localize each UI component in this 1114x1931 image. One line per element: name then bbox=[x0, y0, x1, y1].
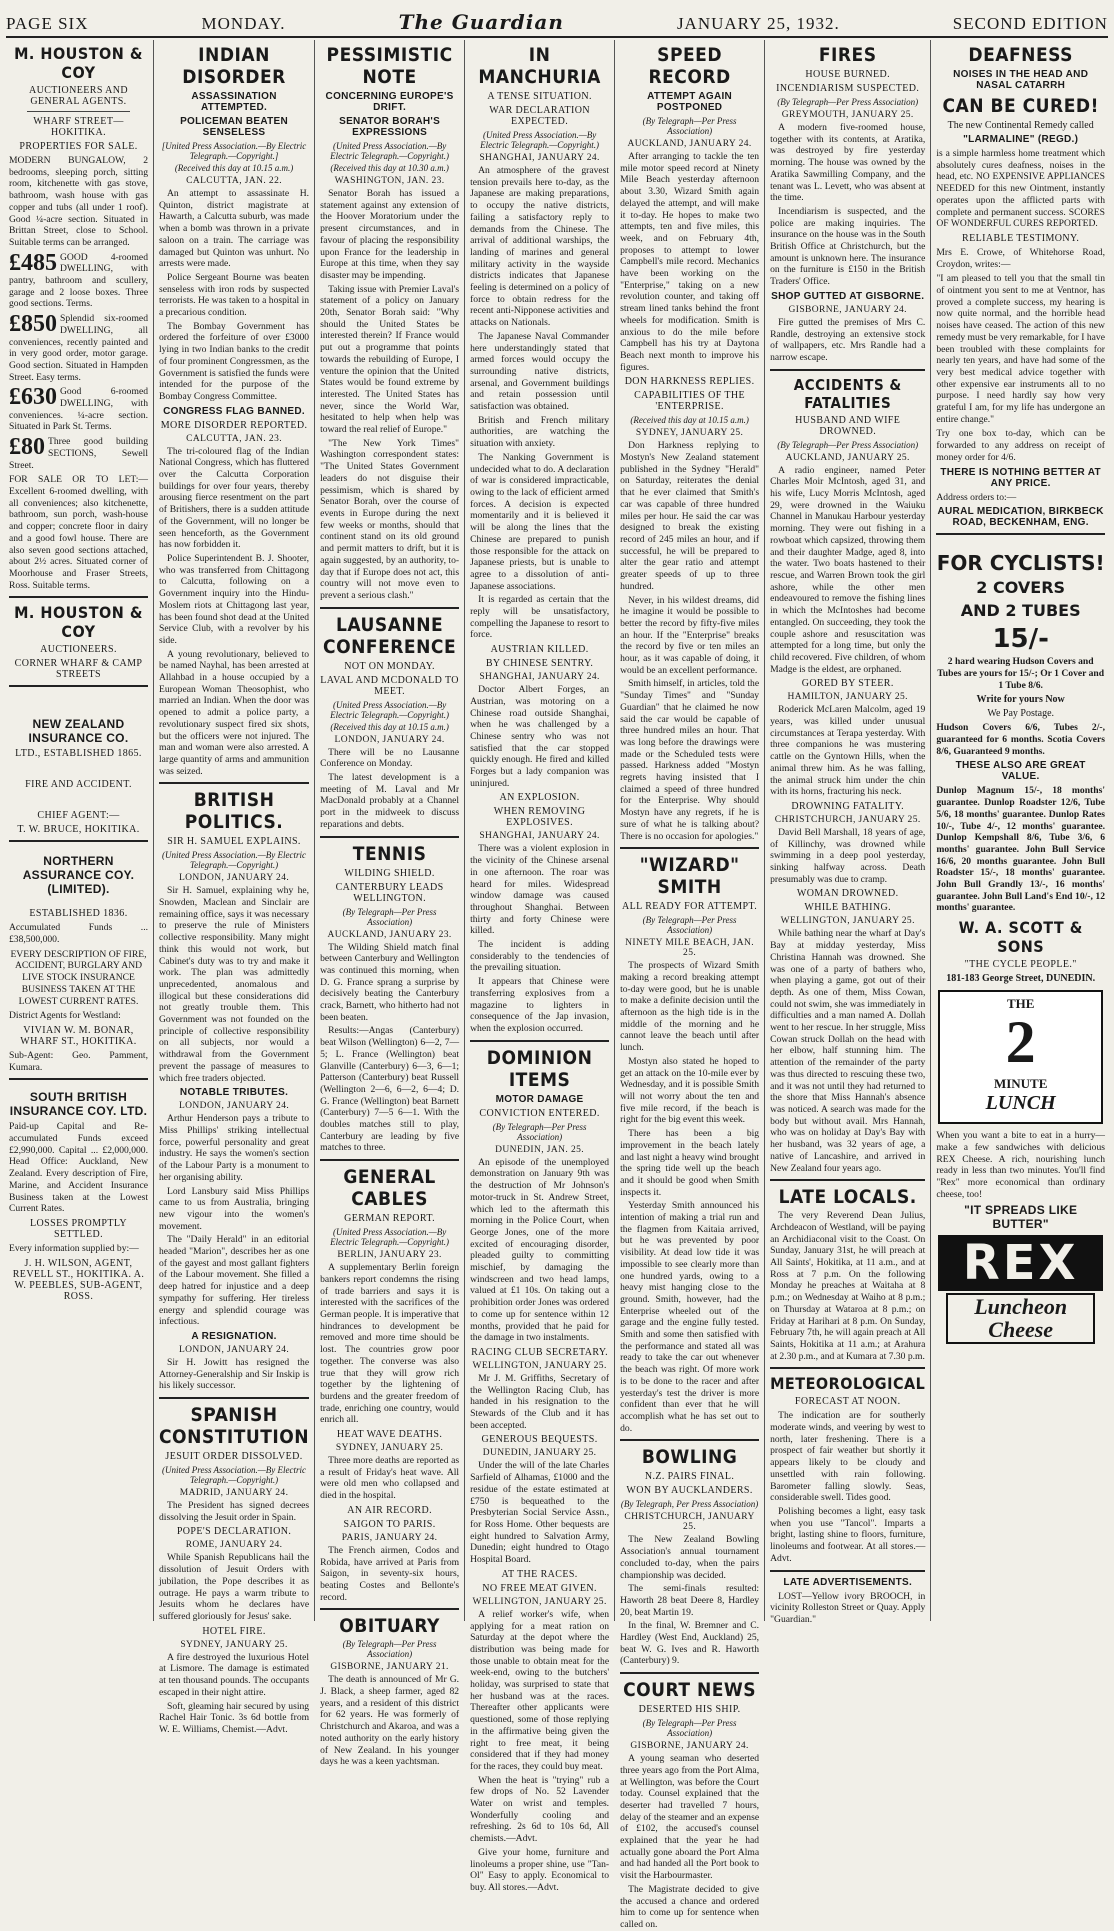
dateline: ROME, JANUARY 24. bbox=[185, 1540, 283, 1551]
byline: (By Telegraph—Per Press Association) bbox=[342, 906, 437, 927]
byline: (By Telegraph, Per Press Association) bbox=[620, 1499, 759, 1510]
paragraph: Don Harkness replying to Mostyn's New Zealand statement published in the Sydney "Herald" on Saturday, reiterates the denial that he ever claimed that Smith's car was capable of three hundred miles per hour. He said the car was designed to break the existing record of 245 miles an hour, and if successful, he will be prepared to alter the gear ratio and attempt greater speeds of up to three hundred. bbox=[620, 440, 760, 592]
paragraph: The prospects of Wizard Smith making a record breaking attempt to-day were good, but he is unable to make a definite decision until the afternoon as the high tide is in the middle of the morning and he cannot leave the beach until after lunch. bbox=[620, 960, 760, 1054]
paragraph: A radio engineer, named Peter Charles Moir McIntosh, aged 31, and his wife, Lucy Morris McIntosh, aged 29, were drowned in the Waiuku Channel in Manukau Harbour yesterday morning. They were out fishing in a rowboat which capsized, throwing them and their daughter Madge, aged 8, into the water. Two boats hastened to their rescue, and Warren Brown took the girl ashore, while the other men endeavoured to remove the fishing lines in which the McIntoshes had become entangled. On succeeding, they took the couple ashore and resuscitation was attempted for a long time, but only the child recovered. Five children, of whom Madge is the eldest, are orphaned. bbox=[770, 464, 926, 675]
byline: (By Telegraph—Per Press Association) bbox=[492, 1121, 587, 1142]
dateline: LONDON, JANUARY 24. bbox=[178, 1344, 290, 1355]
dateline: SHANGHAI, JANUARY 24. bbox=[479, 831, 600, 842]
divider bbox=[27, 111, 130, 112]
ad-agent: T. W. BRUCE, HOKITIKA. bbox=[17, 824, 140, 836]
subheadline: WON BY AUCKLANDERS. bbox=[626, 1485, 753, 1497]
paragraph: Doctor Albert Forges, an Austrian, was motoring on a Chinese road outside Shanghai, when he was challenged by a Chinese sentry who was not satisfied that the car stopped quickly enough. He fired and killed Forges but a lady companion was uninjured. bbox=[470, 684, 610, 789]
subheadline: AT THE RACES. bbox=[501, 1568, 578, 1580]
dateline: SHANGHAI, JANUARY 24. bbox=[479, 672, 600, 683]
ad-subheading: ESTABLISHED 1836. bbox=[29, 908, 128, 920]
masthead bbox=[6, 4, 1108, 38]
paragraph: Police Sergeant Bourne was beaten senseless with iron rods by suspected terrorists. He was taken to a hospital in a precarious condition. bbox=[159, 271, 310, 319]
paragraph: The Japanese Naval Commander here understandingly stated that armed forces would occupy the surrounding native districts, arsenal, and Government buildings and retain possession until satisfaction was obtained. bbox=[470, 330, 610, 413]
ad-address: WHARF STREET—HOKITIKA. bbox=[33, 116, 124, 138]
subheadline: INCENDIARISM SUSPECTED. bbox=[776, 83, 920, 94]
ad-text: Try one box to-day, which can be forwarded to any address on receipt of money order for 4/6. bbox=[936, 428, 1105, 463]
dateline: SYDNEY, JANUARY 25. bbox=[635, 428, 744, 439]
dateline: BERLIN, JANUARY 23. bbox=[337, 1250, 442, 1261]
divider bbox=[320, 1159, 459, 1161]
headline: IN MANCHURIA bbox=[478, 44, 601, 88]
divider bbox=[620, 1439, 759, 1441]
ad-heading: FOR CYCLISTS! bbox=[936, 551, 1105, 576]
byline: (United Press Association.—By Electric Telegraph.—Copyright.) bbox=[162, 1465, 307, 1486]
byline: (United Press Association.—By Electric Telegraph.—Copyright.) bbox=[330, 141, 450, 161]
paragraph: Sir H. Samuel, explaining why he, Snowden, Maclean and Sinclair are remaining office, says it was necessary to preserve the rule of Ministers collective responsibility. Many might think this would not work, but Cabinet's duty was to try and make it work. The plan was admittedly unprecedented, anomalous and illogical but these considerations did not greatly trouble them. This Government was not founded on the principle of collective responsibility on all subjects, nor would a withdrawal from the Government prevent the passage of measures to which free traders objected. bbox=[159, 885, 310, 1084]
dateline: CHRISTCHURCH, JANUARY 25. bbox=[774, 814, 921, 825]
paragraph: While Spanish Republicans hail the dissolution of Jesuit Orders with jubilation, the Pope describes it as outrage. He pays a warm tribute to Jesuits whom he declares have suffered gloriously for Jesus' sake. bbox=[159, 1552, 310, 1622]
ad-subheading: AUCTIONEERS. bbox=[40, 644, 117, 656]
subheadline: POPE'S DECLARATION. bbox=[176, 1526, 292, 1538]
subheadline: ASSASSINATION ATTEMPTED. bbox=[191, 91, 277, 113]
ad-subheading: NOISES IN THE HEAD AND NASAL CATARRH bbox=[953, 69, 1089, 91]
paragraph: A young seaman who deserted three years ago from the Port Alma, at Wellington, was before the Court today. Counsel explained that the deserter had travelled 7 hours, delay of the steamer and an expense of £102, the accused's counsel explained that the year he had actually gone aboard the Port Alma and had handed all the Port book to visit the Harbourmaster. bbox=[620, 1753, 760, 1882]
dateline: NINETY MILE BEACH, JAN. 25. bbox=[625, 938, 755, 959]
paragraph: An episode of the unemployed demonstration on January 9th was the destruction of Mr Johnson's motor-truck in St. Andrew Street, which led to the aftermath this morning in the Police Court, when George Jones, one of the more excited of encouraging disorder, pleaded guilty to committing mischief, by damaging the windscreen and two head lamps, valued at £1 10s. On taking out a prohibition order Jones was ordered to come up for sentence within 12 months, provided that he paid for the damage in two instalments. bbox=[470, 1156, 610, 1344]
divider bbox=[320, 1608, 459, 1610]
paragraph: The President has signed decrees dissolving the Jesuit order in Spain. bbox=[159, 1500, 310, 1523]
paragraph: Taking issue with Premier Laval's statement of a policy on January 20th, Senator Borah said: "Why should the United States be interested therein? If France would put out a programme that points towards the rebuilding of Europe, I venture the opinion that the United States would be found extreme by interested. The United States has never, since the World War, hesitated to help when help was toward the real relief of Europe." bbox=[320, 283, 460, 436]
issue-date: JANUARY 25, 1932. bbox=[676, 14, 840, 33]
subheadline: DROWNING FATALITY. bbox=[791, 800, 905, 812]
paragraph: The tri-coloured flag of the Indian National Congress, which has fluttered over the Calcutta Corporation buildings for over four years, thereby arousing fierce resentment on the part of Britishers, there is a sudden attitude of the Government, will no longer be seen henceforth, as the Government has now forbidden it. bbox=[159, 445, 310, 551]
ad-subheading: "THE CYCLE PEOPLE." bbox=[964, 959, 1077, 971]
paragraph: British and French military authorities, are watching the situation with anxiety. bbox=[470, 414, 610, 450]
byline: (By Telegraph—Per Press Association) bbox=[777, 439, 919, 450]
ad-subheading: THERE IS NOTHING BETTER AT ANY PRICE. bbox=[940, 466, 1101, 489]
ad-text: The new Continental Remedy called bbox=[947, 120, 1094, 131]
column-6 bbox=[765, 40, 931, 1625]
column-5 bbox=[615, 40, 765, 1930]
subheadline: DESERTED HIS SHIP. bbox=[638, 1704, 741, 1716]
headline: BOWLING bbox=[641, 1446, 738, 1469]
ad-listing bbox=[9, 313, 148, 383]
paragraph: Lord Lansbury said Miss Phillips came to us from Australia, bringing new vigour into the women's movement. bbox=[159, 1185, 310, 1232]
paragraph: An atmosphere of the gravest tension prevails here to-day, as the Japanese are making preparations, to occupy the native districts, failing a satisfactory reply to demands from the Chinese. The arrival of additional warships, the landing of marines and general military activity in the wayside districts indicates that Japanese feeling is determined on a policy of force to obtain redress for the recent anti-Nipponese activities and attacks on Nationals. bbox=[470, 165, 610, 329]
ad-subheading: LTD., ESTABLISHED 1865. bbox=[15, 748, 142, 760]
edition: SECOND EDITION bbox=[952, 14, 1108, 33]
ad-text: Write for yours Now bbox=[976, 694, 1065, 706]
ad-number: 2 bbox=[1005, 1009, 1036, 1076]
subheadline: NOTABLE TRIBUTES. bbox=[179, 1087, 289, 1099]
subheadline: GENEROUS BEQUESTS. bbox=[481, 1434, 598, 1446]
subheadline: NO FREE MEAT GIVEN. bbox=[482, 1582, 597, 1594]
dateline: WELLINGTON, JANUARY 25. bbox=[780, 916, 915, 927]
ad-agent: J. H. WILSON, AGENT, REVELL ST., HOKITIKA. A. W. PEEBLES, SUB-AGENT, ROSS. bbox=[12, 1257, 145, 1302]
ad-subheading: CHIEF AGENT:— bbox=[37, 810, 120, 822]
paragraph: The French airmen, Codos and Robida, have arrived at Paris from Saigon, in seventy-six hours, beating Costes and Bellonte's record. bbox=[320, 1544, 460, 1603]
paragraph: In the final, W. Bremner and C. Hardley (West End, Auckland) 25, beat W. G. Ives and R. Haworth (Canterbury) 9. bbox=[620, 1620, 760, 1667]
ad-text: Good 6-roomed DWELLING, with conveniences. ¼-acre section. Situated in Park St. Terms. bbox=[9, 386, 148, 433]
ad-heading: DEAFNESS bbox=[968, 44, 1073, 66]
paragraph: Results:—Angas (Canterbury) beat Wilson (Wellington) 6—2, 7—5; L. France (Wellington) beat Glanville (Canterbury) 6—3, 6—1; Patterson (Canterbury) beat Russell (Wellington 2—6, 6—2, 6—4; D. G. France (Wellington) beat Barnett (Canterbury) 7—5 6—1. With the doubles matches still to play, Canterbury are leading by five matches to three. bbox=[320, 1025, 460, 1154]
ad-heading: SOUTH BRITISH INSURANCE COY. LTD. bbox=[9, 1090, 148, 1119]
ad-text: MODERN BUNGALOW, 2 bedrooms, sleeping porch, sitting room, kitchenette with gas stove, bathroom, wash house with gas copper and tubs (all under 1 roof). Good ¼-acre section. Situated in Brittan Street, close to School. Suitable terms can be arranged. bbox=[9, 155, 148, 248]
price: £80 bbox=[9, 434, 45, 461]
price: £485 bbox=[9, 249, 57, 276]
subheadline: FORECAST AT NOON. bbox=[794, 1396, 901, 1408]
paragraph: Yesterday Smith announced his intention of making a trial run and the flagmen from Kaitaia arrived, but he was prevented by poor visibility. At dead low tide it was impossible to see clearly more than one hundred yards, owing to a heavy mist hanging close to the ground. Smith, however, had the Enterprise wheeled out of the garage and the engine fully tested. Smith and some then satisfied with the performance and stated all was ready to take the car out whenever the beach was right. Of more work is to be done to the racer and after yesterday's test the driver is more confident than ever that he will accomplish what he has set out to do. bbox=[620, 1200, 760, 1434]
ad-heading: NORTHERN ASSURANCE COY. (LIMITED). bbox=[22, 854, 135, 897]
divider bbox=[620, 847, 759, 849]
divider bbox=[320, 607, 459, 609]
subheadline: HOUSE BURNED. bbox=[805, 69, 891, 80]
page-columns bbox=[4, 40, 1110, 1930]
ad-text: Every information supplied by:— bbox=[9, 1242, 139, 1254]
ad-subheading: PROPERTIES FOR SALE. bbox=[19, 141, 138, 152]
dateline: AUCKLAND, JANUARY 24. bbox=[627, 139, 752, 149]
byline: (By Telegraph—Per Press Association) bbox=[777, 97, 919, 107]
ad-heading: AND 2 TUBES bbox=[960, 601, 1081, 621]
advertisement: When the heat is "trying" rub a few drops of No. 52 Lavender Water on wrist and temples. Wonderfully cooling and refreshing. 2s 6d to 10s 6d, All chemists.—Advt. bbox=[470, 1774, 610, 1845]
paragraph: The New Zealand Bowling Association's annual tournament concluded to-day, when the pairs championship was decided. bbox=[620, 1534, 760, 1581]
dateline: WELLINGTON, JANUARY 25. bbox=[472, 1596, 607, 1607]
subheadline: HEAT WAVE DEATHS. bbox=[336, 1429, 443, 1441]
subheadline: HUSBAND AND WIFE DROWNED. bbox=[795, 414, 901, 437]
paragraph: The semi-finals resulted: Haworth 28 beat Deere 8, Hardley 20, beat Martin 19. bbox=[620, 1583, 760, 1618]
subheadline: NOT ON MONDAY. bbox=[344, 660, 435, 672]
divider bbox=[936, 533, 1105, 535]
paragraph: While bathing near the wharf at Day's Bay at midday yesterday, Miss Christina Hannah was drowned. She was one of a party of bathers who, when playing a game, got out of their depth. As one of them, Miss Cowan, could not swim, she was immediately in difficulties and a man named A. Dollah went to her rescue. In her struggle, Miss Cowan struck Dollah on the head with her elbow, half stunning him. The attention of the remainder of the party was thus directed to rescuing these two, and it was not until they had returned to the shore that Miss Hannah's absence was noticed. A search was made for the body but without avail. Mrs Hannah, who was on holiday at Day's Bay with her husband, was 32 years of age, a native of Lancashire, and arrived in New Zealand four years ago. bbox=[770, 928, 926, 1174]
dateline: GISBORNE, JANUARY 24. bbox=[630, 1741, 749, 1752]
subheadline: HOTEL FIRE. bbox=[202, 1625, 266, 1637]
headline: DOMINION ITEMS bbox=[486, 1046, 593, 1091]
paragraph: The incident is adding considerably to the tendencies of the prevailing situation. bbox=[470, 939, 610, 974]
subheadline: WILDING SHIELD. bbox=[344, 867, 435, 879]
dateline: LONDON, JANUARY 24. bbox=[334, 734, 445, 745]
ad-heading: NEW ZEALAND INSURANCE CO. bbox=[28, 717, 129, 746]
divider bbox=[770, 369, 925, 371]
byline: (By Telegraph—Per Press Association) bbox=[642, 1718, 737, 1739]
ad-text: Splendid six-roomed DWELLING, all conveniences, recently painted and in very good order, motor garage. Good section. Situated in Hampden Street. Easy terms. bbox=[9, 313, 148, 383]
column-7 bbox=[931, 40, 1110, 1621]
paragraph: The death is announced of Mr G. J. Black, a sheep farmer, aged 82 years, and a resident of this district for 62 years. He was formerly of Christchurch and Akaroa, and was a noted authority on the early history of New Zealand. In his younger days he was a keen yachtsman. bbox=[320, 1674, 460, 1768]
paragraph: It is regarded as certain that the reply will be unsatisfactory, compelling the Japanese to resort to force. bbox=[470, 594, 610, 641]
luncheon-cheese-logo: Luncheon Cheese bbox=[946, 1293, 1095, 1343]
subheadline: CONCERNING EUROPE'S DRIFT. bbox=[325, 91, 454, 113]
ad-text: Mrs E. Crowe, of Whitehorse Road, Croydon, writes:— bbox=[936, 246, 1105, 270]
received-note: (Received this day at 10.15 a.m.) bbox=[630, 415, 749, 426]
paragraph: Three more deaths are reported as a result of Friday's heat wave. All were old men who collapsed and died in the hospital. bbox=[320, 1455, 460, 1502]
subheadline: MOTOR DAMAGE bbox=[495, 1093, 584, 1105]
byline: (United Press Association.—By Electric Telegraph.—Copyright.) bbox=[330, 699, 450, 720]
divider bbox=[159, 1397, 309, 1399]
paragraph: It appears that Chinese were transferring explosives from a magazine to lighters in consequence of the Jap invasion, when the explosion occurred. bbox=[470, 976, 610, 1034]
paragraph: The Bombay Government has ordered the forfeiture of over £3000 lying in two Indian banks to the credit of four prominent Congressmen, as the Government is satisfied the funds were intended for the purpose of the Bombay Congress Committee. bbox=[159, 320, 310, 402]
paragraph: The latest development is a meeting of M. Laval and Mr MacDonald probably at a Channel port in the midweek to discuss reparations and debts. bbox=[320, 772, 460, 830]
paragraph: Fire gutted the premises of Mrs C. Randle, destroying an extensive stock of wallpapers, etc. Mrs Randle had a narrow escape. bbox=[770, 316, 926, 363]
subheadline: CANTERBURY LEADS WELLINGTON. bbox=[335, 881, 444, 904]
paragraph: Sir H. Jowitt has resigned the Attorney-Generalship and Sir Inskip is his likely successor. bbox=[159, 1356, 310, 1392]
paragraph: There has been a big improvement in the beach lately and last night a heavy wind brought the spring tide well up the beach and it should be good when Smith inspects it. bbox=[620, 1128, 760, 1198]
ad-address: 181-183 George Street, DUNEDIN. bbox=[946, 973, 1096, 985]
paragraph: Under the will of the late Charles Sarfield of Alhamas, £1000 and the residue of the estate estimated at £750 is bequeathed to the Presbyterian Social Service Assn., for Ross Home. Other bequests are eight hundred to Salvation Army, Dunedin; eight hundred to Otago Hospital Board. bbox=[470, 1460, 610, 1566]
ad-text: Dunlop Magnum 15/-, 18 months' guarantee. Dunlop Roadster 12/6, Tube 5/6, 18 months' guarantee. Dunlop Rates 10/-, Tube 4/-, 12 months' guarantee. Dunlop Kempshall 8/6, Tube 3/6, 6 months' guarantee. John Bull Service 16/6, 20 months guarantee. John Bull Roadster 15/-, 18 months' guarantee. John Bull Grandly 13/-, 16 months' guarantee. John Bull Land's End 10/-, 12 months' guarantee. bbox=[936, 785, 1105, 914]
paragraph: An attempt to assassinate H. Quinton, district magistrate at Hawarth, a Calcutta suburb, was made when a bomb was thrown in a private saloon on a train. The carriage was damaged but Quinton was unhurt. No arrests were made. bbox=[159, 188, 310, 270]
ad-text: Sub-Agent: Geo. Pamment, Kumara. bbox=[9, 1049, 148, 1073]
paragraph: The Wilding Shield match final between Canterbury and Wellington was continued this morning, when D. G. France sprang a surprise by decisively beating the Canterbury crack, Barnett, who hitherto had not been beaten. bbox=[320, 941, 460, 1023]
ad-address: AURAL MEDICATION, BIRKBECK ROAD, BECKENHAM, ENG. bbox=[937, 506, 1104, 529]
ad-testimonial: "I am pleased to tell you that the small tin of ointment you sent to me at Ventnor, has proved a complete success, my hearing is now quite normal, and the horrible head noises have ceased. The action of this new remedy must be very remarkable, for I have been troubled with these complaints for nearly ten years, and have had some of the very best medical advice together with other expensive ear instruments all to no purpose. I need hardly say how very grateful I am, for my life has undergone an entire change." bbox=[936, 273, 1105, 425]
ad-text: We Pay Postage. bbox=[987, 708, 1055, 720]
byline: (United Press Association.—By Electric Telegraph.—Copyright.) bbox=[480, 130, 600, 150]
headline: LAUSANNE CONFERENCE bbox=[323, 613, 457, 658]
ad-text: THE bbox=[1006, 996, 1035, 1012]
paragraph: After arranging to tackle the ten mile motor speed record at Ninety Mile Beach yesterday afternoon about 3.30, Wizard Smith again delayed the attempt, and will make it to-day. He hopes to make two attempts, ten and five miles, this week, and on February 4th, proposes to attempt to lower Campbell's mile record. Mechanics have been working on the "Enterprise," taking on a new revolution counter, and taking off stream lined tanks behind the front wheels for modification. Smith is anxious to do the mile before Campbell has his try at Daytona Beach next month to improve his figures. bbox=[620, 151, 760, 373]
paragraph: Roderick McLaren Malcolm, aged 19 years, was killed under unusual circumstances at Terapa yesterday. With three companions he was mustering cattle on the Gyntown Hills, when the animal threw him. As he was falling, the animal struck him under the chin with its horns, fracturing his neck. bbox=[770, 704, 926, 798]
subheadline: ALL READY FOR ATTEMPT. bbox=[622, 901, 758, 913]
ad-text: MINUTE bbox=[993, 1076, 1048, 1092]
paragraph: Smith himself, in articles, told the "Sunday Times" and "Sunday Guardian" that he claimed he now said the car would be capable of three hundred miles an hour. That was long before the drawings were made or the Scheduled tests were passed. Harkness added "Mostyn regrets having insisted that I claimed a speed of three hundred for the Enterprise. Why should Mostyn have any regrets, if he is sure of what he is talking about? There is no occasion for apologies." bbox=[620, 678, 760, 842]
ad-agent: VIVIAN W. M. BONAR, WHARF ST., HOKITIKA. bbox=[20, 1024, 137, 1047]
subheadline: N.Z. PAIRS FINAL. bbox=[644, 1471, 735, 1483]
subheadline: A TENSE SITUATION. bbox=[487, 91, 592, 102]
ad-product-name: "LARMALINE" (REGD.) bbox=[963, 134, 1079, 145]
paragraph: Never, in his wildest dreams, did he imagine it would be possible to better the record by fifty-five miles an hour. If the "Enterprise" breaks the record by five or ten miles an hour, as it was capable of doing, it would be an excellent performance. bbox=[620, 594, 760, 676]
newspaper-title: The Guardian bbox=[398, 10, 564, 34]
subheadline: MORE DISORDER REPORTED. bbox=[160, 419, 308, 431]
dateline: HAMILTON, JANUARY 25. bbox=[787, 692, 908, 703]
subheadline: JESUIT ORDER DISSOLVED. bbox=[165, 1451, 303, 1463]
column-4 bbox=[465, 40, 615, 1893]
subheadline: WHEN REMOVING EXPLOSIVES. bbox=[493, 806, 586, 829]
dateline: CALCUTTA, JAN. 23. bbox=[186, 433, 282, 444]
column-1 bbox=[4, 40, 154, 1621]
subheadline: GERMAN REPORT. bbox=[344, 1213, 436, 1225]
subheadline: RACING CLUB SECRETARY. bbox=[471, 1346, 609, 1358]
dateline: LONDON, JANUARY 24. bbox=[178, 873, 290, 884]
dateline: LONDON, JANUARY 24. bbox=[178, 1101, 290, 1112]
classified-ad: LOST—Yellow ivory BROOCH, in vicinity Rolleston Street or Quay. Apply "Guardian." bbox=[770, 1590, 926, 1625]
subheadline: ATTEMPT AGAIN POSTPONED bbox=[647, 91, 733, 113]
subheadline: WHILE BATHING. bbox=[804, 902, 892, 914]
subheadline: SAIGON TO PARIS. bbox=[343, 1518, 436, 1530]
headline: SPEED RECORD bbox=[648, 44, 731, 88]
ad-text: is a simple harmless home treatment which absolutely cures deafness, noises in the head, etc. NO EXPENSIVE APPLIANCES NEEDED for this new Ointment, instantly operates upon the afflicted parts with complete and permanent success. SCORES OF WONDERFUL CURES REPORTED. bbox=[936, 148, 1105, 230]
divider bbox=[470, 1040, 609, 1042]
divider bbox=[9, 1078, 148, 1080]
subheadline: SENATOR BORAH'S EXPRESSIONS bbox=[339, 116, 441, 138]
day: MONDAY. bbox=[201, 14, 286, 33]
ad-text: FOR SALE OR TO LET:—Excellent 6-roomed dwelling, with all conveniences; also kitchenette, bathroom, sun porch, wash-house and copper; concrete floor in dairy and a good fowl house. There are also seven good sections attached, about 2½ acres. Situated corner of Moorhouse and Fraser Streets, Ross. Suitable terms. bbox=[9, 474, 148, 591]
dateline: WELLINGTON, JANUARY 25. bbox=[472, 1360, 607, 1371]
headline: OBITUARY bbox=[339, 1615, 440, 1638]
headline: METEOROLOGICAL bbox=[770, 1374, 926, 1394]
headline: TENNIS bbox=[352, 842, 427, 865]
paragraph: The indication are for southerly moderate winds, and veering by west to north, later freshening. There is a prospect of fair weather but shortly it appears likely to be cloudy and unsettled with rain following. Barometer falling slowly. Seas, considerable swell. Tides good. bbox=[770, 1410, 926, 1504]
ad-heading: M. HOUSTON & COY bbox=[14, 603, 143, 642]
paragraph: A supplementary Berlin foreign bankers report condemns the rising of trade barriers and says it is interested with the sacrifices of the German people. It is imperative that hindrances to development be removed and more time should be lost. The countries grow poor together. The converse was also true that they will grow rich together by the lightening of burdens and the greater freedom of trade, enriching one country, would enrich all. bbox=[320, 1262, 460, 1426]
paragraph: David Bell Marshall, 18 years of age, of Killinchy, was drowned while swimming in a deep pool yesterday, sinking halfway across. Death presumably was due to cramp. bbox=[770, 826, 926, 885]
subheadline: POLICEMAN BEATEN SENSELESS bbox=[180, 116, 289, 138]
price: £850 bbox=[9, 311, 57, 338]
paragraph: The Nanking Government is undecided what to do. A declaration of war is considered impracticable, owing to the lack of efficient armed forces. A decision is expected momentarily and it is believed it will be along the lines that the Chinese are prepared to punish those responsible for the attack on Japanese priests, but is unable to agree to a dissolution of anti-Japanese associations. bbox=[470, 451, 610, 592]
subheadline: LATE ADVERTISEMENTS. bbox=[783, 1576, 913, 1588]
byline: (By Telegraph—Per Press Association) bbox=[342, 1639, 437, 1660]
subheadline: LAVAL AND MCDONALD TO MEET. bbox=[320, 674, 459, 697]
subheadline: WOMAN DROWNED. bbox=[796, 888, 899, 900]
byline: (By Telegraph—Per Press Association) bbox=[642, 915, 737, 936]
headline: BRITISH POLITICS. bbox=[184, 789, 284, 834]
paragraph: A relief worker's wife, when applying for a meat ration on Saturday at the depot where the distribution was being made for those unable to obtain meat for the week-end, owing to the butchers' holiday, was surprised to state that her husband was at the races. Thereafter other applicants were questioned, some of those replying in the affirmative being given the right to free meat, it being considered that if they had money for the races, they could buy meat. bbox=[470, 1608, 610, 1772]
paragraph: A young revolutionary, believed to be named Nayhal, has been arrested at Allahbad in a house occupied by a European Woman Theosophist, who married an Indian. When the door was opened to admit a police party, a revolutionary suspect fired six shots, but the officers were not injured. The man and woman were also arrested. A large quantity of arms and ammunition was seized. bbox=[159, 648, 310, 777]
ad-subheading: RELIABLE TESTIMONY. bbox=[962, 232, 1080, 244]
received-note: (Received this day at 10.15 a.m.) bbox=[330, 721, 449, 732]
divider bbox=[9, 840, 148, 842]
paragraph: There was a violent explosion in the vicinity of the Chinese arsenal in one afternoon. The roar was heard for miles. Widespread window damage was caused throughout Shanghai. Between thirty and forty Chinese were killed. bbox=[470, 843, 610, 937]
paragraph: Mostyn also stated he hoped to get an attack on the 10-mile ever by Wednesday, and it is possible Smith will not worry about the ten and five mile record, if the beach is right for the big event this week. bbox=[620, 1055, 760, 1126]
headline: FIRES bbox=[818, 44, 877, 66]
headline: COURT NEWS bbox=[623, 1679, 757, 1702]
ad-text: LUNCH bbox=[985, 1092, 1056, 1115]
dateline: PARIS, JANUARY 24. bbox=[341, 1532, 438, 1543]
dateline: WASHINGTON, JAN. 23. bbox=[334, 176, 445, 186]
ad-text: Three good building SECTIONS, Sewell Street. bbox=[9, 436, 148, 471]
subheadline: CONVICTION ENTERED. bbox=[479, 1107, 600, 1119]
dateline: DUNEDIN, JAN. 25. bbox=[495, 1144, 585, 1155]
dateline: SHANGHAI, JANUARY 24. bbox=[479, 153, 600, 163]
subheadline: AN EXPLOSION. bbox=[499, 792, 580, 804]
subheadline: SHOP GUTTED AT GISBORNE. bbox=[771, 290, 925, 302]
paragraph: Police Superintendent B. J. Shooter, who was transferred from Chittagong to Calcutta, following on a Government inquiry into the Hindu-Moslem riots at Chittagong last year, has been found shot dead at the United Service Club, with a revolver by his side. bbox=[159, 552, 310, 646]
headline: SPANISH CONSTITUTION bbox=[159, 1404, 310, 1449]
subheadline: A RESIGNATION. bbox=[191, 1330, 277, 1342]
paragraph: There will be no Lausanne Conference on Monday. bbox=[320, 746, 460, 770]
subheadline: DON HARKNESS REPLIES. bbox=[624, 376, 755, 388]
ad-heading: 2 COVERS bbox=[976, 578, 1066, 598]
paragraph: Mr J. M. Griffiths, Secretary of the Wellington Racing Club, has handed in his resignation to the Stewards of the Club and it has been accepted. bbox=[470, 1372, 610, 1431]
dateline: SYDNEY, JANUARY 25. bbox=[335, 1443, 444, 1454]
ad-text: When you want a bite to eat in a hurry—make a few sandwiches with delicious REX Cheese. A rich, nourishing lunch ready in less than two minutes. You'll find "Rex" more economical than ordinary cheese, too! bbox=[936, 1130, 1105, 1200]
ad-subheading: THESE ALSO ARE GREAT VALUE. bbox=[955, 760, 1086, 783]
paragraph: Incendiarism is suspected, and the police are making inquiries. The insurance on the house was in the South British Office at Christchurch, but the amount is unknown here. The insurance on the furniture is £150 in the British Traders' Office. bbox=[770, 205, 926, 288]
dateline: GISBORNE, JANUARY 21. bbox=[330, 1662, 449, 1673]
byline: [United Press Association.—By Electric Telegraph.—Copyright.] bbox=[161, 141, 307, 161]
paragraph: Senator Borah has issued a statement against any extension of the Hoover Moratorium under the present circumstances, and in favour of placing the responsibility upon France for the leadership in Europe at this time, when they say disaster may be impending. bbox=[320, 188, 460, 281]
ad-slogan: "IT SPREADS LIKE BUTTER" bbox=[964, 1203, 1078, 1232]
ad-subheading: LOSSES PROMPTLY SETTLED. bbox=[30, 1217, 127, 1240]
subheadline: WAR DECLARATION EXPECTED. bbox=[489, 105, 590, 127]
dateline: DUNEDIN, JANUARY 25. bbox=[482, 1448, 597, 1459]
divider bbox=[770, 1570, 925, 1572]
ad-text: Address orders to:— bbox=[936, 491, 1017, 503]
ad-text: EVERY DESCRIPTION OF FIRE, ACCIDENT, BURGLARY AND LIVE STOCK INSURANCE BUSINESS TAKEN AT THE LOWEST CURRENT RATES. bbox=[10, 948, 147, 1007]
paragraph: A fire destroyed the luxurious Hotel at Lismore. The damage is estimated at ten thousand pounds. The occupants escaped in their night attire. bbox=[159, 1651, 310, 1698]
ad-listing bbox=[9, 386, 148, 433]
ad-heading: M. HOUSTON & COY bbox=[14, 44, 143, 82]
ad-listing bbox=[9, 249, 148, 311]
divider bbox=[159, 782, 309, 784]
divider bbox=[320, 836, 459, 838]
paragraph: The "Daily Herald" in an editorial headed "Marion", describes her as one of the gayest and most gallant fighters of the Labour movement. She filled a deep hatred for injustice and a deep sympathy for suffering. Her tireless energy and splendid courage was infectious. bbox=[159, 1234, 310, 1328]
headline: "WIZARD" SMITH bbox=[639, 854, 740, 899]
received-note: (Received this day at 10.15 a.m.) bbox=[174, 163, 294, 173]
subheadline: BY CHINESE SENTRY. bbox=[485, 658, 594, 670]
advertisement: Soft, gleaming hair secured by using Rachel Hair Tonic. 3s 6d bottle from W. E. Williams, Chemist.—Advt. bbox=[159, 1700, 310, 1735]
ad-price: 15/- bbox=[992, 623, 1049, 654]
subheadline: AUSTRIAN KILLED. bbox=[490, 644, 589, 656]
subheadline: CAPABILITIES OF THE 'ENTERPRISE. bbox=[634, 390, 746, 413]
byline: (United Press Association.—By Electric Telegraph.—Copyright.) bbox=[162, 850, 307, 871]
byline: (United Press Association.—By Electric Telegraph.—Copyright.) bbox=[330, 1227, 450, 1248]
ad-text: 2 hard wearing Hudson Covers and Tubes are yours for 15/-; Or 1 Cover and 1 Tube 8/6. bbox=[937, 656, 1105, 691]
subheadline: SIR H. SAMUEL EXPLAINS. bbox=[167, 836, 301, 848]
subheadline: GORED BY STEER. bbox=[801, 678, 894, 690]
headline: LATE LOCALS. bbox=[778, 1186, 917, 1209]
paragraph: The Magistrate decided to give the accused a chance and ordered him to come up for sentence when called on. bbox=[620, 1883, 760, 1930]
ad-text: Paid-up Capital and Re-accumulated Funds exceed £2,990,000. Capital ... £2,000,000. Head Office: Auckland, New Zealand. Every description of Fire, Marine, and Accident Insurance Business taken at the Lowest Current Rates. bbox=[9, 1121, 148, 1215]
dateline: MADRID, JANUARY 24. bbox=[179, 1488, 289, 1499]
paragraph: "The New York Times" Washington correspondent states: "The United States Government leaders do not disguise their pessimism, which is shared by Senator Borah, over the course of events in Europe during the next few weeks or months, should that continent stand on its old ground and permit matters to drift, but it is again suggested, by an authority, to-day that if Europe does not act, this country will not move even to prevent a serious clash." bbox=[320, 437, 460, 601]
ad-subheading: FIRE AND ACCIDENT. bbox=[25, 779, 132, 791]
dateline: GREYMOUTH, JANUARY 25. bbox=[781, 110, 914, 120]
rex-lunch-ad bbox=[938, 990, 1103, 1124]
dateline: AUCKLAND, JANUARY 25. bbox=[785, 452, 910, 463]
paragraph: The very Reverend Dean Julius, Archdeacon of Westland, will be paying an Archidiaconal visit to the Coast. On Sunday, January 31st, he will preach at All Saints', Hokitika, at 11 a.m., and at Ross at 7 p.m. On the following Monday he preaches at Waitaha at 8 p.m.; on Wednesday at Waiho at 8 p.m.; on Thursday at Wataroa at 8 p.m.; on Friday at Harihari at 8 p.m. On Sunday, February 7th, he will again preach at All Saints, Hokitika at 11 a.m.; at Arahura at 2.30 p.m., and at Kumara at 7.30 p.m. bbox=[770, 1210, 926, 1362]
headline: INDIAN DISORDER bbox=[182, 44, 286, 88]
byline: (By Telegraph—Per Press Association) bbox=[642, 116, 737, 136]
divider bbox=[770, 1367, 925, 1369]
ad-heading: W. A. SCOTT & SONS bbox=[958, 918, 1083, 957]
page-number: PAGE SIX bbox=[6, 14, 89, 33]
ad-text: Hudson Covers 6/6, Tubes 2/-, guaranteed for 6 months. Scotia Covers 8/6, Guaranteed 9 months. bbox=[936, 722, 1105, 757]
paragraph: Arthur Henderson pays a tribute to Miss Phillips' striking intellectual force, powerful personality and great industry. He says the women's section of the Labour Party is a monument to her organising ability. bbox=[159, 1113, 310, 1183]
rex-logo: REX bbox=[938, 1235, 1103, 1291]
divider bbox=[9, 596, 148, 598]
column-3 bbox=[315, 40, 465, 1768]
divider bbox=[620, 1672, 759, 1674]
advertisement: Give your home, furniture and linoleums a proper shine, use "Tan-Ol" Easy to apply. Economical to buy. All stores.—Advt. bbox=[470, 1846, 610, 1893]
subheadline: CONGRESS FLAG BANNED. bbox=[163, 405, 305, 417]
ad-text: District Agents for Westland: bbox=[9, 1010, 121, 1022]
ad-text: Accumulated Funds ... £38,500,000. bbox=[9, 922, 148, 946]
subheadline: AN AIR RECORD. bbox=[347, 1504, 432, 1516]
ad-subheading: AUCTIONEERS AND GENERAL AGENTS. bbox=[28, 85, 129, 107]
column-2 bbox=[154, 40, 315, 1735]
dateline: SYDNEY, JANUARY 25. bbox=[180, 1639, 288, 1650]
paragraph: A modern five-roomed house, together with its contents, at Aratika, was destroyed by fire yesterday morning. The house was owned by the Aratika Sawmilling Company, and the tenant was L. Levett, who was absent at the time. bbox=[770, 122, 926, 204]
dateline: CHRISTCHURCH, JANUARY 25. bbox=[624, 1512, 755, 1533]
headline: ACCIDENTS & FATALITIES bbox=[793, 375, 902, 412]
dateline: AUCKLAND, JANUARY 23. bbox=[327, 929, 452, 940]
advertisement: Polishing becomes a light, easy task when you use "Tancol". Imparts a bright, lasting shine to floors, furniture, linoleums and footwear. At all stores.—Advt. bbox=[770, 1505, 926, 1564]
ad-text: GOOD 4-roomed DWELLING, with pantry, bathroom and scullery, garage and 2 loose boxes. Three good sections. Terms. bbox=[9, 251, 148, 310]
received-note: (Received this day at 10.30 a.m.) bbox=[330, 163, 449, 173]
headline: PESSIMISTIC NOTE bbox=[326, 44, 453, 88]
ad-heading: CAN BE CURED! bbox=[942, 95, 1099, 117]
ad-address: CORNER WHARF & CAMP STREETS bbox=[14, 658, 143, 681]
divider bbox=[770, 1179, 925, 1181]
headline: GENERAL CABLES bbox=[343, 1166, 436, 1211]
divider bbox=[9, 685, 148, 687]
dateline: CALCUTTA, JAN. 22. bbox=[186, 176, 282, 186]
price: £630 bbox=[9, 384, 57, 411]
ad-listing bbox=[9, 436, 148, 471]
dateline: GISBORNE, JANUARY 24. bbox=[788, 304, 907, 315]
